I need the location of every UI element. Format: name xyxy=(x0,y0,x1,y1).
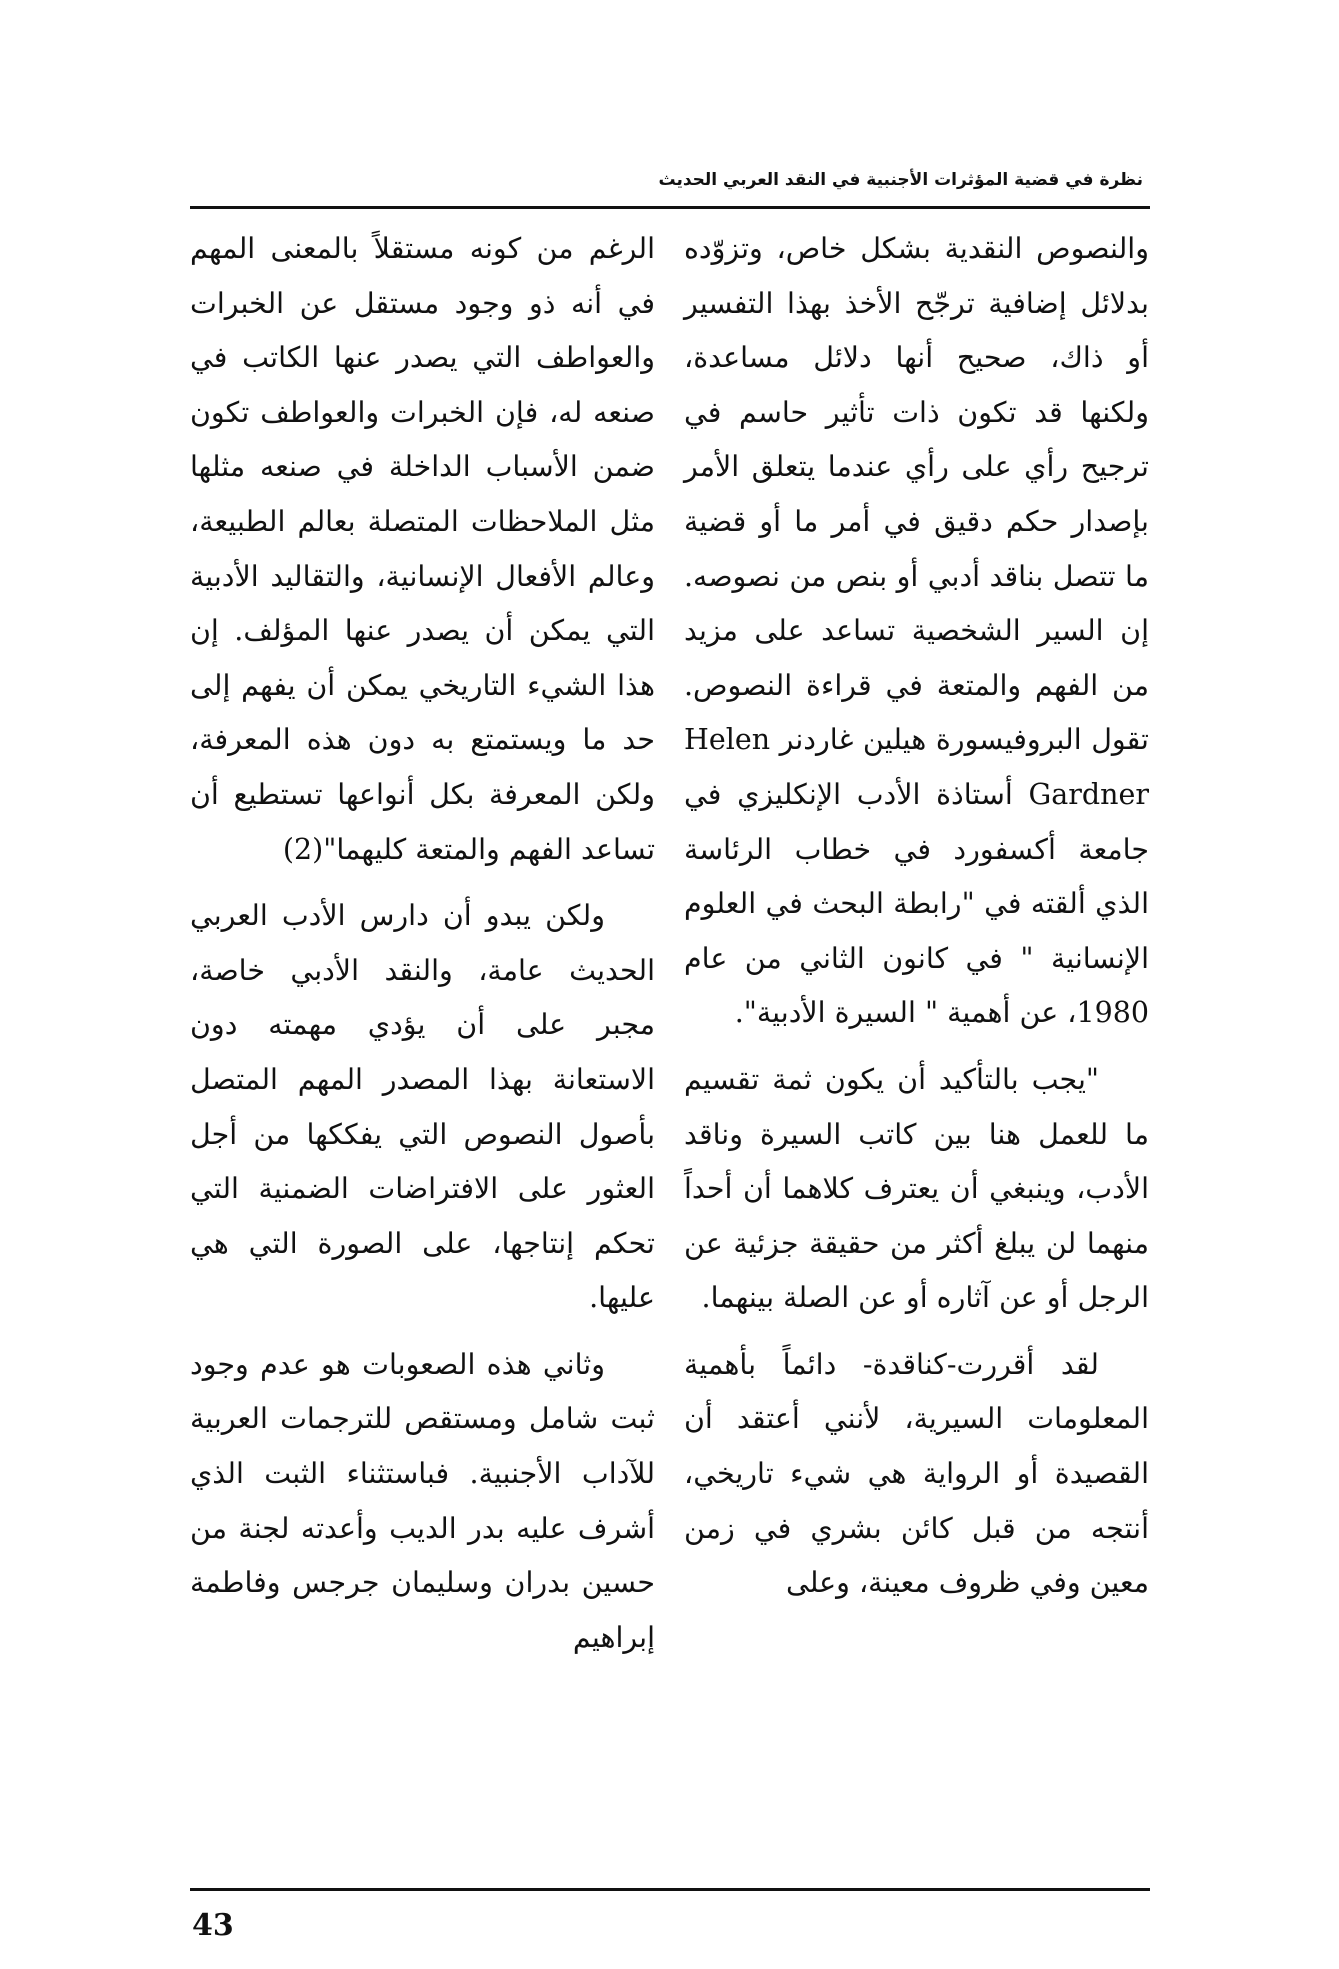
quote-paragraph: لقد أقررت-كناقدة- دائماً بأهمية المعلومات السيرية، لأنني أعتقد أن القصيدة أو الرواية هي شيء تاريخي، أنتجه من قبل كائن بشري في زمن معين وفي ظروف معينة، وعلى xyxy=(684,1347,1149,1600)
header-divider xyxy=(190,206,1150,209)
quote-paragraph: "يجب بالتأكيد أن يكون ثمة تقسيم ما للعمل هنا بين كاتب السيرة وناقد الأدب، وينبغي أن يعترف كلاهما أن أحداً منهما لن يبلغ أكثر من حقيقة جزئية عن الرجل أو عن آثاره أو عن الصلة بينهما. xyxy=(684,1062,1149,1315)
body-paragraph: الرغم من كونه مستقلاً بالمعنى المهم في أنه ذو وجود مستقل عن الخبرات والعواطف التي يصدر عنها الكاتب في صنعه له، فإن الخبرات والعواطف تكون ضمن الأسباب الداخلة في صنعه مثلها مثل الملاحظات المتصلة بعالم الطبيعة، وعالم الأفعال الإنسانية، والتقاليد الأدبية التي يمكن أن يصدر عنها المؤلف. إن هذا الشيء التاريخي يمكن أن يفهم إلى حد ما ويستمتع به دون هذه المعرفة، ولكن المعرفة بكل أنواعها تستطيع أن تساعد الفهم والمتعة كليهما"(2) xyxy=(190,232,655,866)
body-paragraph: وثاني هذه الصعوبات هو عدم وجود ثبت شامل ومستقص للترجمات العربية للآداب الأجنبية. فباستثناء الثبت الذي أشرف عليه بدر الديب وأعدته لجنة من حسين بدران وسليمان جرجس وفاطمة إبراهيم xyxy=(190,1347,655,1654)
running-header-title: نظرة في قضية المؤثرات الأجنبية في النقد العربي الحديث xyxy=(658,170,1143,190)
body-paragraph: ولكن يبدو أن دارس الأدب العربي الحديث عامة، والنقد الأدبي خاصة، مجبر على أن يؤدي مهمته دون الاستعانة بهذا المصدر المهم المتصل بأصول النصوص التي يفككها من أجل العثور على الافتراضات الضمنية التي تحكم إنتاجها، على الصورة التي هي عليها. xyxy=(190,899,655,1315)
page-number: 43 xyxy=(192,1908,234,1943)
left-text-column xyxy=(190,222,655,1677)
body-paragraph: والنصوص النقدية بشكل خاص، وتزوّده بدلائل إضافية ترجّح الأخذ بهذا التفسير أو ذاك، صحيح أنها دلائل مساعدة، ولكنها قد تكون ذات تأثير حاسم في ترجيح رأي على رأي عندما يتعلق الأمر بإصدار حكم دقيق في أمر ما أو قضية ما تتصل بناقد أدبي أو بنص من نصوصه. إن السير الشخصية تساعد على مزيد من الفهم والمتعة في قراءة النصوص. تقول البروفيسورة هيلين غاردنر Helen Gardner أستاذة الأدب الإنكليزي في جامعة أكسفورد في خطاب الرئاسة الذي ألقته في "رابطة البحث في العلوم الإنسانية " في كانون الثاني من عام 1980، عن أهمية " السيرة الأدبية". xyxy=(684,232,1149,1030)
footer-divider xyxy=(190,1888,1150,1891)
right-text-column xyxy=(684,222,1149,1623)
